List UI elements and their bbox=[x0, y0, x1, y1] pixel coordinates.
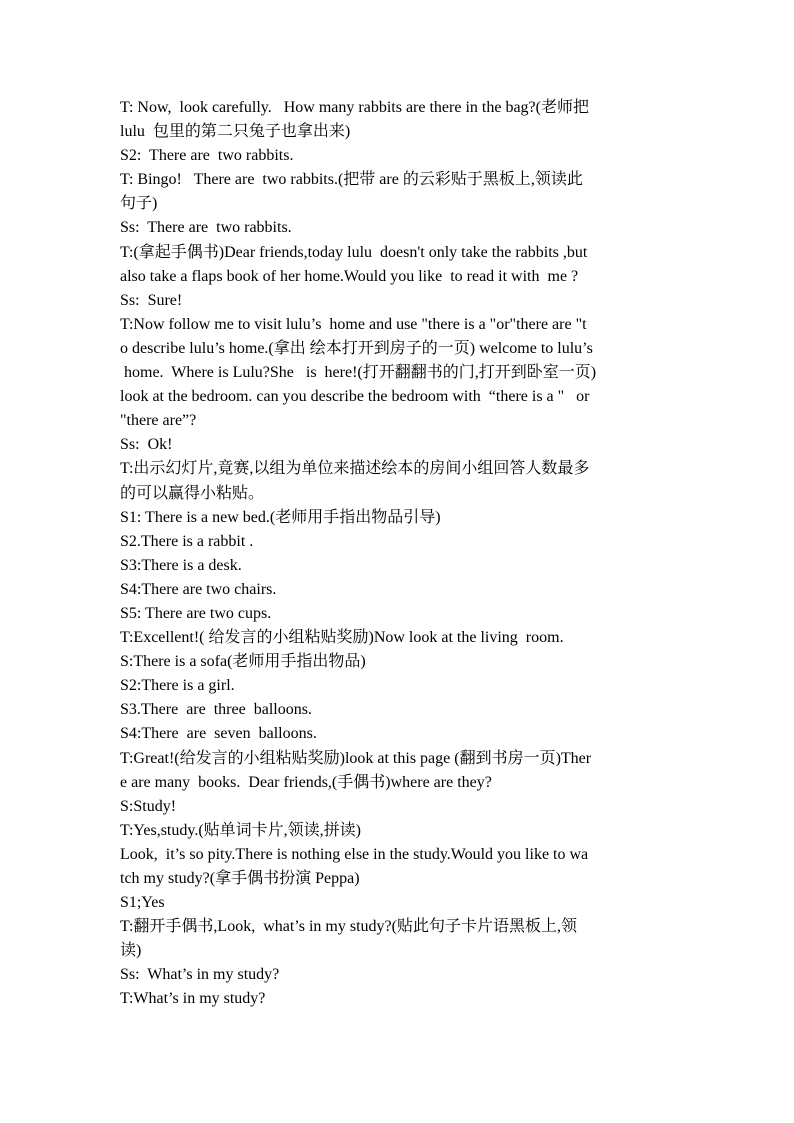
text-line: Ss: Sure! bbox=[120, 291, 183, 309]
text-line: Ss: There are two rabbits. bbox=[120, 219, 292, 237]
text-line: e are many books. Dear friends,(手偶书)where are they? bbox=[120, 773, 492, 791]
text-line: lulu 包里的第二只兔子也拿出来) bbox=[120, 123, 351, 141]
text-line: home. Where is Lulu?She is here!(打开翻翻书的门,打开到卧室一页) bbox=[120, 364, 597, 382]
text-line: look at the bedroom. can you describe the bedroom with “there is a " or bbox=[120, 388, 590, 406]
text-line: S2:There is a girl. bbox=[120, 677, 235, 695]
text-line: o describe lulu’s home.(拿出 绘本打开到房子的一页) welcome to lulu’s bbox=[120, 339, 593, 357]
text-line: "there are”? bbox=[120, 412, 197, 430]
text-line: T: Now, look carefully. How many rabbits are there in the bag?(老师把 bbox=[120, 99, 589, 116]
text-line: 句子) bbox=[120, 195, 158, 213]
text-line: T:What’s in my study? bbox=[120, 990, 266, 1008]
text-line: S4:There are seven balloons. bbox=[120, 725, 317, 743]
text-line: T:翻开手偶书,Look, what’s in my study?(贴此句子卡片语黑板上,领 bbox=[120, 918, 577, 936]
text-line: 读) bbox=[120, 942, 142, 960]
text-line: S3:There is a desk. bbox=[120, 556, 242, 574]
text-line: T:出示幻灯片,竟赛,以组为单位来描述绘本的房间小组回答人数最多 bbox=[120, 460, 590, 478]
text-line: Ss: Ok! bbox=[120, 436, 173, 454]
text-line: S:Study! bbox=[120, 797, 177, 815]
text-line: S1;Yes bbox=[120, 894, 165, 912]
text-line: T:Excellent!( 给发言的小组粘贴奖励)Now look at the living room. bbox=[120, 629, 564, 647]
text-line: T: Bingo! There are two rabbits.(把带 are 的云彩贴于黑板上,领读此 bbox=[120, 171, 583, 189]
text-line: T:Great!(给发言的小组粘贴奖励)look at this page (翻到书房一页)Ther bbox=[120, 749, 592, 767]
text-line: tch my study?(拿手偶书扮演 Peppa) bbox=[120, 870, 360, 887]
text-line: 的可以赢得小粘贴。 bbox=[120, 484, 265, 502]
text-line: S2: There are two rabbits. bbox=[120, 147, 294, 165]
text-line: Look, it’s so pity.There is nothing else in the study.Would you like to wa bbox=[120, 845, 589, 863]
text-line: S5: There are two cups. bbox=[120, 604, 272, 622]
text-line: S3.There are three balloons. bbox=[120, 701, 312, 719]
text-line: S4:There are two chairs. bbox=[120, 580, 277, 598]
text-line: Ss: What’s in my study? bbox=[120, 966, 280, 984]
text-line: T:Now follow me to visit lulu’s home and use "there is a "or"there are "t bbox=[120, 315, 587, 333]
text-line: S1: There is a new bed.(老师用手指出物品引导) bbox=[120, 508, 441, 526]
text-line: S:There is a sofa(老师用手指出物品) bbox=[120, 653, 366, 671]
text-line: T:(拿起手偶书)Dear friends,today lulu doesn't only take the rabbits ,but bbox=[120, 243, 588, 261]
text-line: also take a flaps book of her home.Would you like to read it with me ? bbox=[120, 267, 579, 285]
text-line: T:Yes,study.(贴单词卡片,领读,拼读) bbox=[120, 821, 361, 839]
document-body bbox=[120, 96, 680, 1012]
text-line: S2.There is a rabbit . bbox=[120, 532, 254, 550]
